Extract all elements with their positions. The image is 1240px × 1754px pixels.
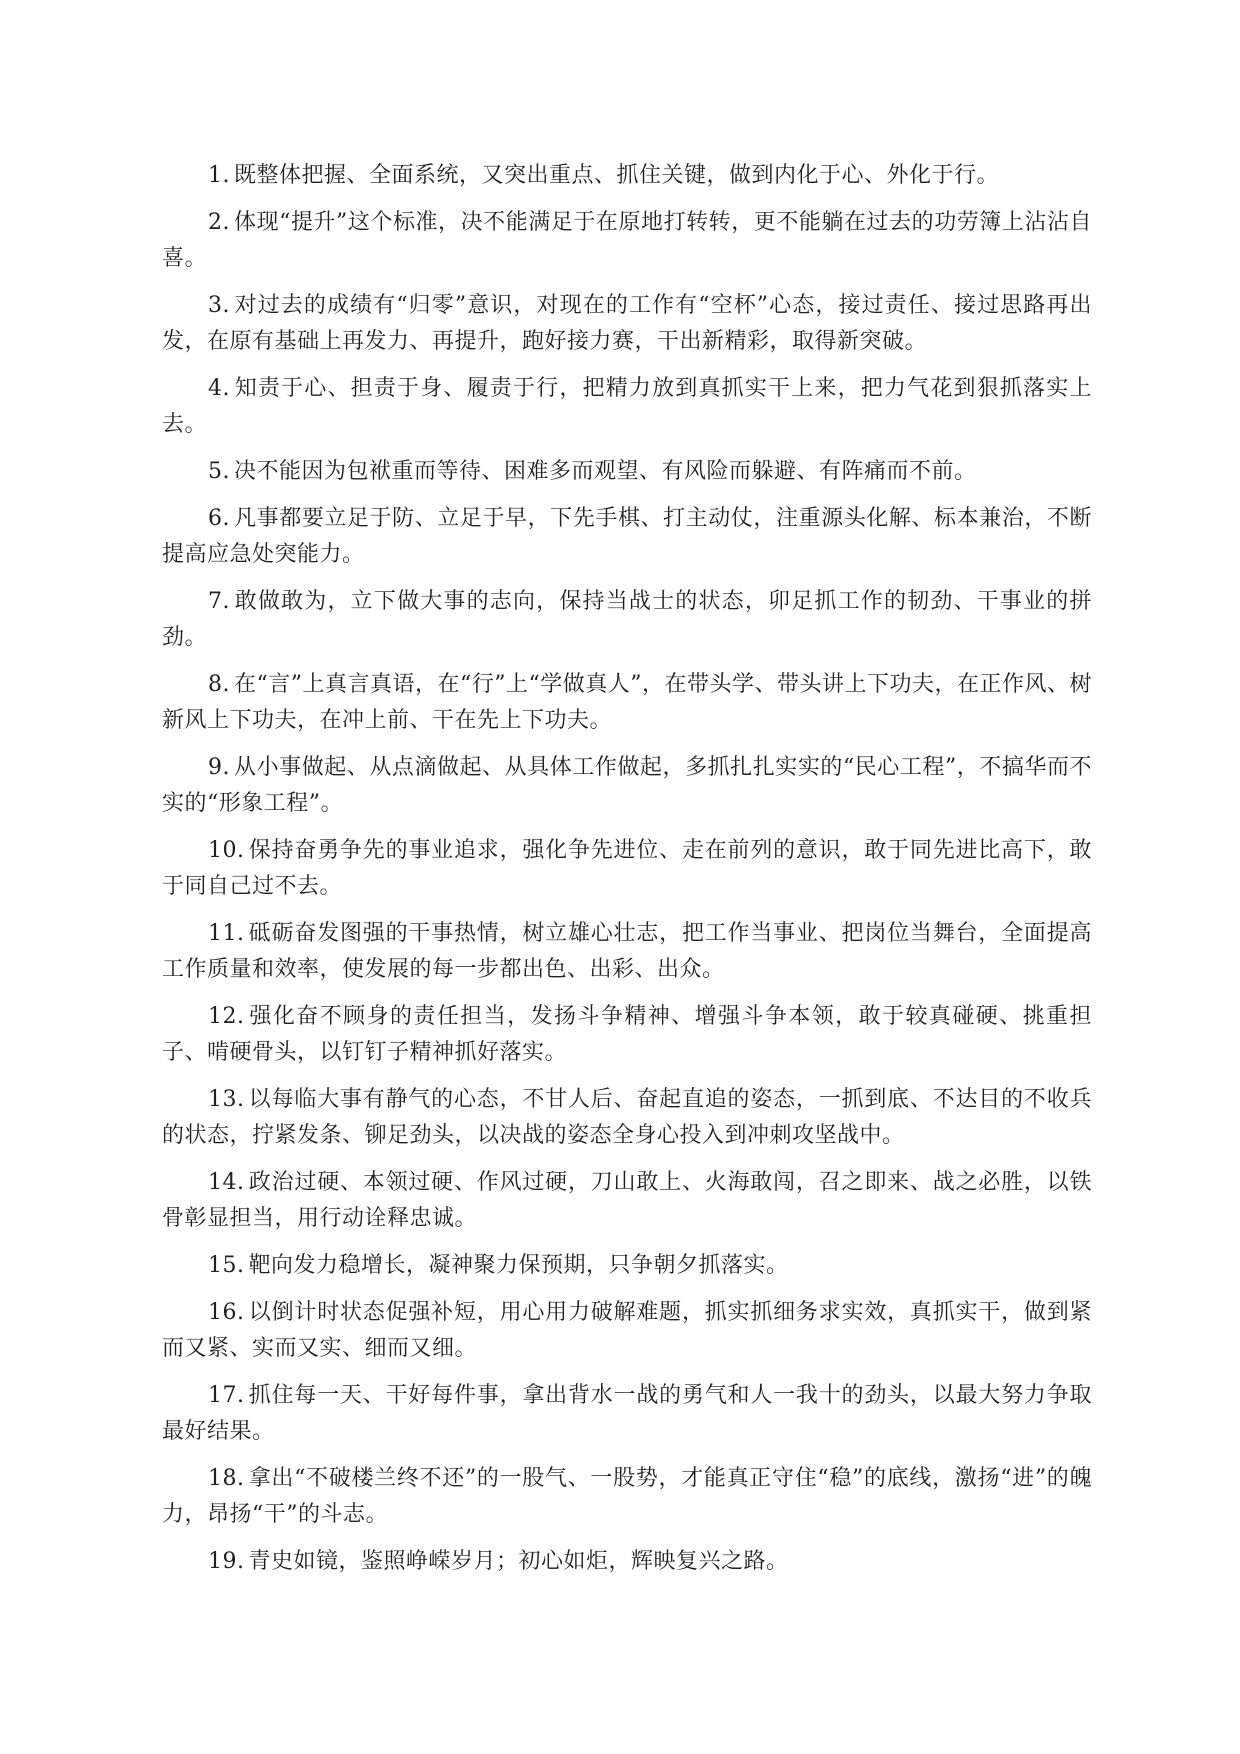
paragraph-text: 知责于心、担责于身、履责于行，把精力放到真抓实干上来，把力气花到狠抓落实上去。 [162, 376, 1092, 437]
paragraph-text: 保持奋勇争先的事业追求，强化争先进位、走在前列的意识，敢于同先进比高下，敢于同自己过不去。 [162, 838, 1092, 899]
paragraph-text: 以倒计时状态促强补短，用心用力破解难题，抓实抓细务求实效，真抓实干，做到紧而又紧、实而又实、细而又细。 [162, 1300, 1092, 1361]
paragraph-number: 14. [208, 1170, 245, 1195]
paragraph-number: 9. [208, 755, 230, 780]
paragraph-number: 6. [208, 506, 230, 531]
paragraph-number: 16. [208, 1300, 245, 1325]
paragraph-text: 敢做敢为，立下做大事的志向，保持当战士的状态，卯足抓工作的韧劲、干事业的拼劲。 [162, 589, 1092, 650]
paragraph-number: 13. [208, 1087, 245, 1112]
paragraph-3 [162, 288, 1092, 360]
paragraph-text: 从小事做起、从点滴做起、从具体工作做起，多抓扎扎实实的“民心工程”，不搞华而不实的“形象工程”。 [162, 755, 1092, 816]
paragraph-8 [162, 667, 1092, 739]
paragraph-text: 抓住每一天、干好每件事，拿出背水一战的勇气和人一我十的劲头，以最大努力争取最好结果。 [162, 1383, 1092, 1444]
paragraph-text: 青史如镜，鉴照峥嵘岁月；初心如炬，辉映复兴之路。 [248, 1549, 789, 1574]
paragraph-7 [162, 584, 1092, 656]
paragraph-15 [162, 1248, 1092, 1284]
paragraph-number: 4. [208, 376, 230, 401]
paragraph-number: 1. [208, 163, 230, 188]
paragraph-number: 15. [208, 1253, 245, 1278]
paragraph-number: 19. [208, 1549, 245, 1574]
paragraph-text: 靶向发力稳增长，凝神聚力保预期，只争朝夕抓落实。 [248, 1253, 789, 1278]
paragraph-text: 凡事都要立足于防、立足于早，下先手棋、打主动仗，注重源头化解、标本兼治，不断提高应急处突能力。 [162, 506, 1092, 567]
paragraph-text: 强化奋不顾身的责任担当，发扬斗争精神、增强斗争本领，敢于较真碰硬、挑重担子、啃硬骨头，以钉钉子精神抓好落实。 [162, 1004, 1092, 1065]
paragraph-10 [162, 833, 1092, 905]
paragraph-14 [162, 1165, 1092, 1237]
paragraph-18 [162, 1461, 1092, 1533]
paragraph-17 [162, 1378, 1092, 1450]
paragraph-6 [162, 501, 1092, 573]
paragraph-number: 2. [208, 210, 230, 235]
paragraph-16 [162, 1295, 1092, 1367]
paragraph-number: 3. [208, 293, 230, 318]
paragraph-text: 拿出“不破楼兰终不还”的一股气、一股势，才能真正守住“稳”的底线，激扬“进”的魄力，昂扬“干”的斗志。 [162, 1466, 1092, 1527]
paragraph-text: 在“言”上真言真语，在“行”上“学做真人”，在带头学、带头讲上下功夫，在正作风、树新风上下功夫，在冲上前、干在先上下功夫。 [162, 672, 1092, 733]
paragraph-text: 既整体把握、全面系统，又突出重点、抓住关键，做到内化于心、外化于行。 [234, 163, 1000, 188]
paragraph-4 [162, 371, 1092, 443]
paragraph-2 [162, 205, 1092, 277]
paragraph-number: 12. [208, 1004, 245, 1029]
paragraph-1 [162, 158, 1092, 194]
paragraph-number: 18. [208, 1466, 245, 1491]
paragraph-text: 体现“提升”这个标准，决不能满足于在原地打转转，更不能躺在过去的功劳簿上沾沾自喜。 [162, 210, 1092, 271]
paragraph-text: 决不能因为包袱重而等待、困难多而观望、有风险而躲避、有阵痛而不前。 [234, 459, 977, 484]
paragraph-number: 5. [208, 459, 230, 484]
paragraph-9 [162, 750, 1092, 822]
paragraph-text: 对过去的成绩有“归零”意识，对现在的工作有“空杯”心态，接过责任、接过思路再出发，在原有基础上再发力、再提升，跑好接力赛，干出新精彩，取得新突破。 [162, 293, 1092, 354]
paragraph-number: 10. [208, 838, 245, 863]
paragraph-19 [162, 1544, 1092, 1580]
paragraph-text: 政治过硬、本领过硬、作风过硬，刀山敢上、火海敢闯，召之即来、战之必胜，以铁骨彰显担当，用行动诠释忠诚。 [162, 1170, 1092, 1231]
paragraph-13 [162, 1082, 1092, 1154]
paragraph-5 [162, 454, 1092, 490]
paragraph-number: 11. [208, 921, 245, 946]
paragraph-text: 以每临大事有静气的心态，不甘人后、奋起直追的姿态，一抓到底、不达目的不收兵的状态，拧紧发条、铆足劲头，以决战的姿态全身心投入到冲刺攻坚战中。 [162, 1087, 1092, 1148]
paragraph-number: 17. [208, 1383, 245, 1408]
paragraph-text: 砥砺奋发图强的干事热情，树立雄心壮志，把工作当事业、把岗位当舞台，全面提高工作质量和效率，使发展的每一步都出色、出彩、出众。 [162, 921, 1092, 982]
document-body [162, 158, 1092, 1591]
paragraph-11 [162, 916, 1092, 988]
paragraph-number: 8. [208, 672, 230, 697]
paragraph-number: 7. [208, 589, 230, 614]
paragraph-12 [162, 999, 1092, 1071]
